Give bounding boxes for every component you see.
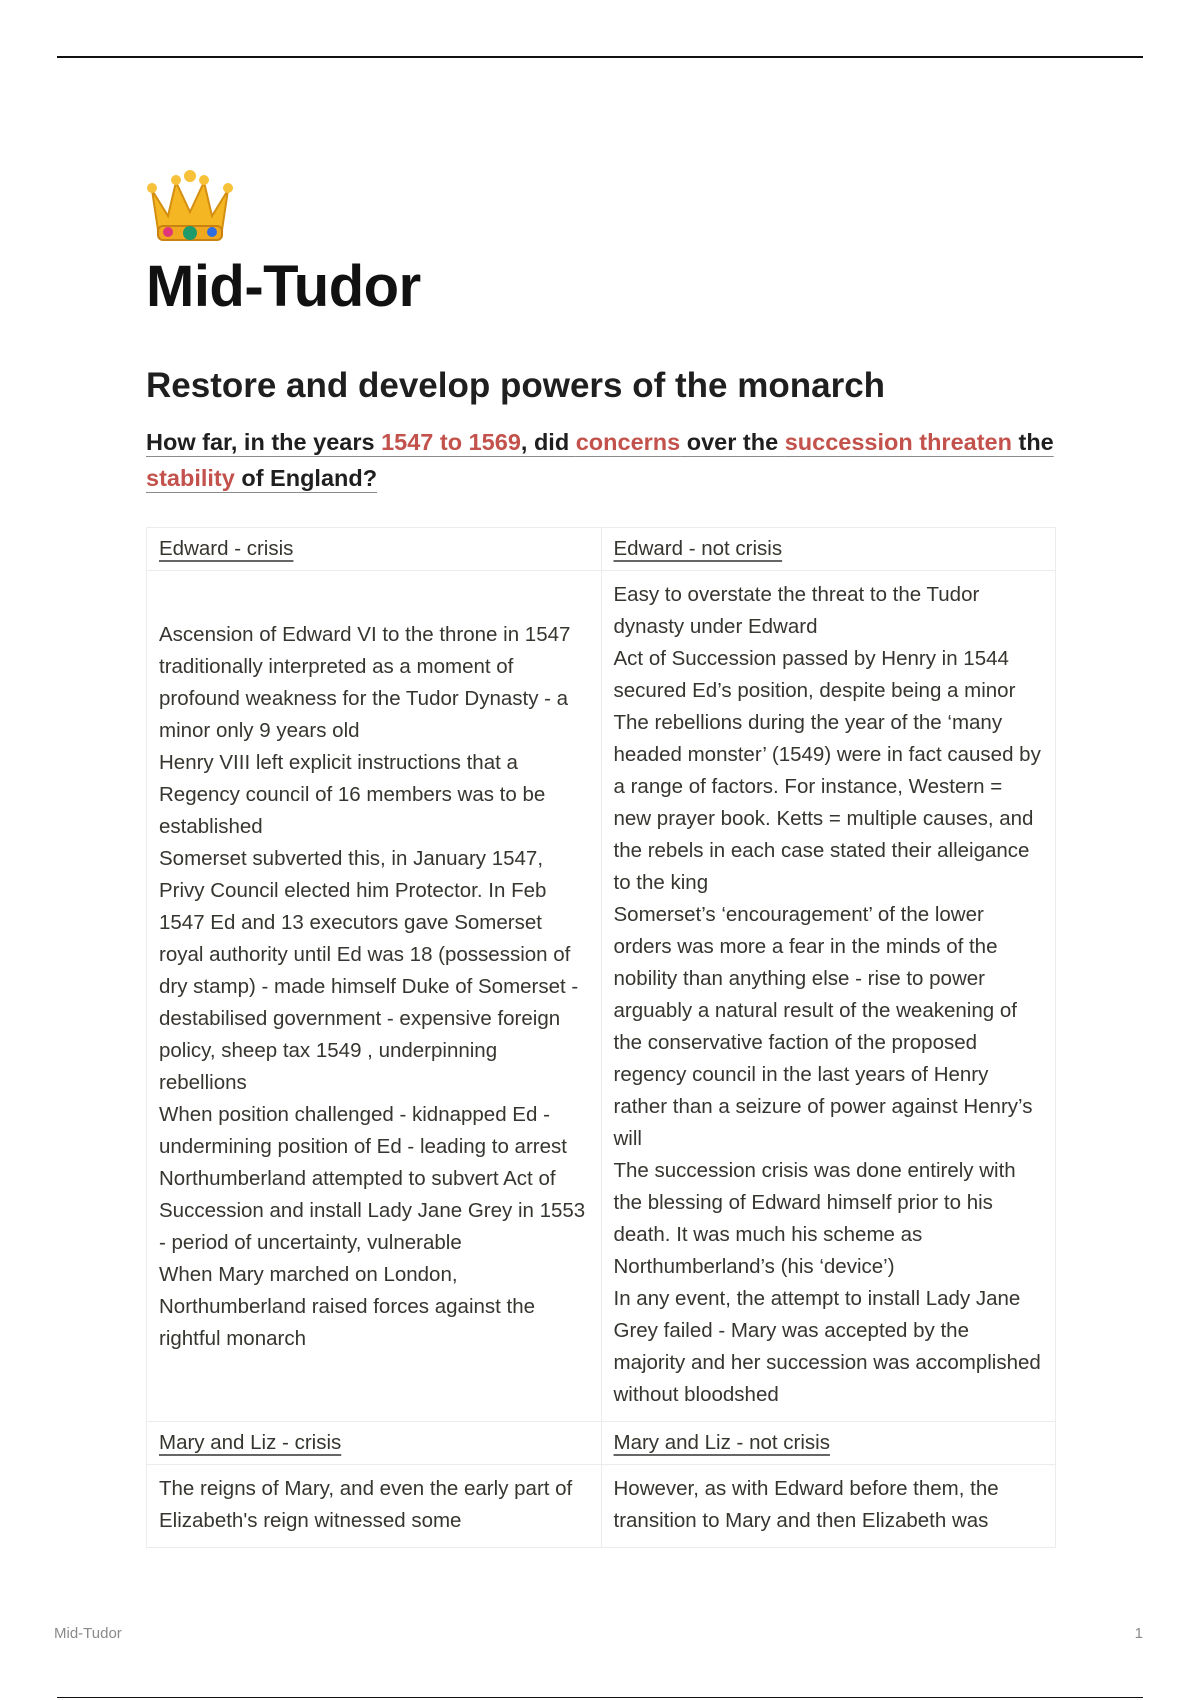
question-part: the (1011, 429, 1054, 455)
paragraph: Easy to overstate the threat to the Tudor dynasty under Edward (613, 583, 980, 638)
paragraph: The succession crisis was done entirely with the blessing of Edward himself prior to his death. It was much his scheme as Northumberland’s (his ‘device’) (613, 1159, 1016, 1278)
cell-mary-crisis (147, 1465, 602, 1548)
section-heading: Restore and develop powers of the monarch (146, 366, 886, 405)
page-title: Mid-Tudor (146, 254, 421, 319)
comparison-table (146, 527, 1056, 1557)
paragraph: The reigns of Mary, and even the early part of Elizabeth's reign witnessed some (159, 1477, 573, 1532)
top-rule (57, 56, 1143, 58)
cell-edward-not-crisis (601, 571, 1056, 1422)
question-highlight: concerns (575, 429, 681, 455)
question-highlight: succession threaten (784, 429, 1012, 455)
paragraph: However, as with Edward before them, the transition to Mary and then Elizabeth was (613, 1477, 999, 1532)
header-mary-crisis: Mary and Liz - crisis (147, 1422, 602, 1465)
paragraph: Northumberland attempted to subvert Act of Succession and install Lady Jane Grey in 1553 - period of uncertainty, vulnerable (159, 1167, 586, 1254)
header-edward-crisis: Edward - crisis (147, 528, 602, 571)
paragraph: Act of Succession passed by Henry in 1544 secured Ed’s position, despite being a minor (613, 647, 1016, 702)
essay-question (146, 424, 1056, 496)
paragraph: Somerset’s ‘encouragement’ of the lower orders was more a fear in the minds of the nobility than anything else - rise to power arguably a natural result of the weakening of the conservative faction of the proposed regency council in the last years of Henry rather than a seizure of power against Henry’s will (613, 903, 1033, 1150)
header-mary-not-crisis: Mary and Liz - not crisis (601, 1422, 1056, 1465)
footer-doc-title: Mid-Tudor (54, 1625, 122, 1642)
bottom-rule (57, 1697, 1143, 1698)
footer-page-number: 1 (1134, 1625, 1143, 1642)
question-part: How far, in the years (146, 429, 382, 455)
paragraph: Ascension of Edward VI to the throne in 1547 traditionally interpreted as a moment of profound weakness for the Tudor Dynasty - a minor only 9 years old (159, 623, 571, 742)
paragraph: In any event, the attempt to install Lady Jane Grey failed - Mary was accepted by the majority and her succession was accomplished without bloodshed (613, 1287, 1041, 1406)
question-part: , did (520, 429, 576, 455)
question-highlight: 1547 to 1569 (381, 429, 521, 455)
header-edward-not-crisis: Edward - not crisis (601, 528, 1056, 571)
paragraph: When Mary marched on London, Northumberland raised forces against the rightful monarch (159, 1263, 536, 1350)
question-highlight: stability (146, 465, 235, 491)
question-part: of England? (234, 465, 378, 491)
cell-edward-crisis (147, 571, 602, 1422)
paragraph: When position challenged - kidnapped Ed - undermining position of Ed - leading to arrest (159, 1103, 567, 1158)
paragraph: Somerset subverted this, in January 1547, Privy Council elected him Protector. In Feb 1547 Ed and 13 executors gave Somerset royal authority until Ed was 18 (possession of dry stamp) - made himself Duke of Somerset - destabilised government - expensive foreign policy, sheep tax 1549 , underpinning rebellions (159, 847, 579, 1094)
crown-icon (146, 168, 234, 246)
cell-mary-not-crisis (601, 1465, 1056, 1548)
question-part: over the (680, 429, 785, 455)
paragraph: Henry VIII left explicit instructions that a Regency council of 16 members was to be established (159, 751, 546, 838)
page-content (146, 168, 1056, 496)
paragraph: The rebellions during the year of the ‘many headed monster’ (1549) were in fact caused by a range of factors. For instance, Western = new prayer book. Ketts = multiple causes, and the rebels in each case stated their alleigance to the king (613, 711, 1041, 894)
